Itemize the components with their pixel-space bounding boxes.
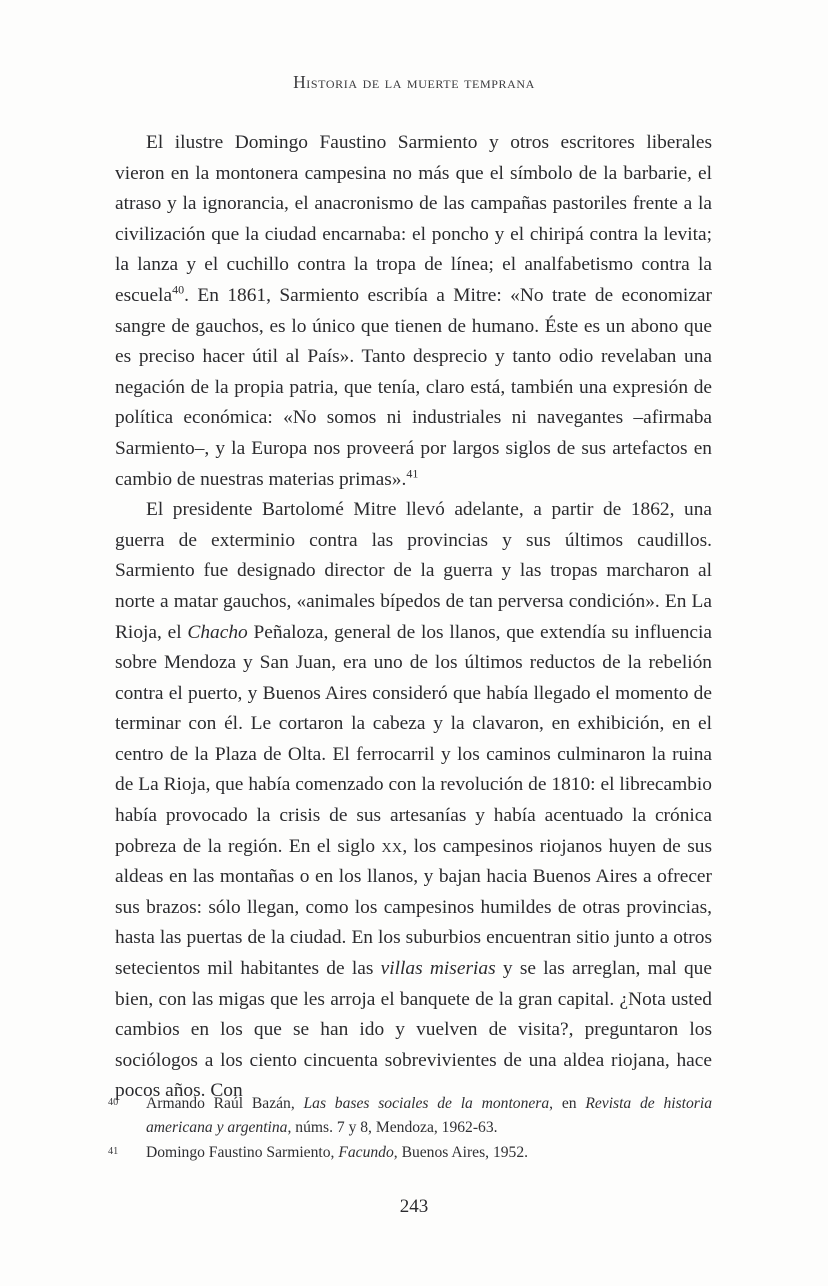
text-run: , los campesinos riojanos huyen de sus aldeas en las montañas o en los llanos, y bajan hacia Buenos Aires a ofrecer sus brazos: sólo llegan, como los campesinos humildes de otras provincias, hasta las puertas de la ciudad. En los suburbios encuentran sitio junto a otros setecientos mil habitantes de las xyxy=(115,835,712,980)
paragraph-sarmiento xyxy=(115,128,712,495)
text-run: El presidente Bartolomé Mitre llevó adelante, a partir de 1862, una guerra de exterminio contra las provincias y sus últimos caudillos. Sarmiento fue designado director de la guerra y las tropas marcharon al norte a matar gauchos, «animales bípedos de tan perversa condición». En La Rioja, el xyxy=(115,499,712,643)
body-text-block xyxy=(115,128,712,1107)
paragraph-mitre xyxy=(115,495,712,1107)
text-run: El ilustre Domingo Faustino Sarmiento y otros escritores liberales vieron en la montonera campesina no más que el símbolo de la barbarie, el atraso y la ignorancia, el anacronismo de las campañas pastoriles frente a la civilización que la ciudad encarnaba: el poncho y el chiripá contra la levita; la lanza y el cuchillo contra la tropa de línea; el analfabetismo contra la escuela xyxy=(115,132,712,306)
footnote-entry xyxy=(108,1141,712,1165)
page-number: 243 xyxy=(399,1196,429,1217)
emphasis-text: Chacho xyxy=(187,621,248,643)
footnote-entry xyxy=(108,1092,712,1140)
running-head: Historia de la muerte temprana xyxy=(293,72,535,92)
text-run: , Buenos Aires, 1952. xyxy=(393,1144,529,1162)
text-run: , en xyxy=(549,1095,586,1112)
emphasis-text: Facundo xyxy=(338,1144,394,1162)
text-run: . En 1861, Sarmiento escribía a Mitre: «No trate de economizar sangre de gauchos, es lo único que tienen de humano. Éste es un abono que es preciso hacer útil al País». Tanto desprecio y tanto odio revelaban una negación de la propia patria, que tenía, claro está, también una expresión de política económica: «No somos ni industriales ni navegantes –afirmaba Sarmiento–, y la Europa nos proveerá por largos siglos de sus artefactos en cambio de nuestras materias primas». xyxy=(115,284,712,490)
text-run: y se las arreglan, mal que bien, con las migas que les arroja el banquete de la gran capital. ¿Nota usted cambios en los que se han ido y vuelven de visita?, preguntaron los sociólogos a los ciento cincuenta sobrevivientes de una aldea riojana, hace pocos años. Con xyxy=(115,958,712,1102)
footnote-block xyxy=(108,1092,712,1167)
footnote-reference[interactable]: 41 xyxy=(406,466,419,481)
text-run: Armando Raúl Bazán, xyxy=(146,1095,304,1112)
text-run: Domingo Faustino Sarmiento, xyxy=(146,1144,339,1162)
footnote-number[interactable]: 41 xyxy=(108,1146,119,1158)
emphasis-text: villas miserias xyxy=(380,958,496,980)
emphasis-text: Las bases sociales de la montonera xyxy=(303,1095,550,1112)
emphasis-text: Revista de historia americana y argentina xyxy=(146,1095,712,1137)
text-run: , núms. 7 y 8, Mendoza, 1962-63. xyxy=(287,1119,498,1137)
footnote-number[interactable]: 40 xyxy=(108,1097,119,1108)
footnote-reference[interactable]: 40 xyxy=(172,282,185,297)
small-caps-text: xx xyxy=(381,835,403,857)
text-run: Peñaloza, general de los llanos, que extendía su influencia sobre Mendoza y San Juan, era uno de los últimos reductos de la rebelión contra el puerto, y Buenos Aires consideró que había llegado el momento de terminar con él. Le cortaron la cabeza y la clavaron, en exhibición, en el centro de la Plaza de Olta. El ferrocarril y los caminos culminaron la ruina de La Rioja, que había comenzado con la revolución de 1810: el librecambio había provocado la crisis de sus artesanías y había acentuado la crónica pobreza de la región. En el siglo xyxy=(115,621,713,857)
